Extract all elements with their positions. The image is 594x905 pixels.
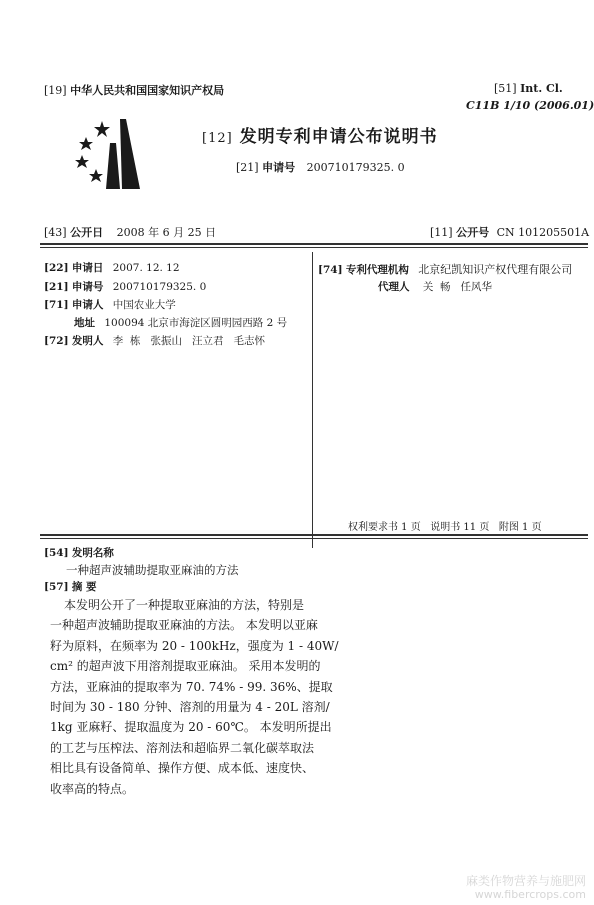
divider-top-thin [40, 247, 588, 248]
abstract-line: 一种超声波辅助提取亚麻油的方法。 本发明以亚麻 [50, 618, 318, 633]
document-type: [12] 发明专利申请公布说明书 [202, 127, 438, 147]
abstract-line: 相比具有设备简单、操作方便、成本低、速度快、 [50, 761, 315, 776]
application-number: [21] 申请号 200710179325. 0 [44, 281, 207, 293]
address: 地址 100094 北京市海淀区圆明园西路 2 号 [74, 317, 288, 329]
watermark-url: www.fibercrops.com [474, 888, 586, 901]
abstract-line: 籽为原料，在频率为 20 - 100kHz，强度为 1 - 40W/ [50, 638, 339, 653]
abstract-heading: [57] 摘 要 [44, 581, 97, 593]
patent-agency: [74] 专利代理机构 北京纪凯知识产权代理有限公司 [318, 263, 573, 276]
ipc-line: [51] Int. Cl. [494, 82, 563, 95]
sipo-logo [70, 115, 152, 193]
star-emblem-icon [70, 115, 152, 193]
inventors: [72] 发明人 李 栋 张振山 汪立君 毛志怀 [44, 335, 265, 347]
page-count: 权利要求书 1 页 说明书 11 页 附图 1 页 [348, 522, 542, 533]
divider-middle [40, 534, 588, 536]
abstract-line: 方法，亚麻油的提取率为 70. 74% - 99. 36%、提取 [50, 679, 333, 694]
abstract-line: 的工艺与压榨法、溶剂法和超临界二氧化碳萃取法 [50, 740, 315, 755]
invention-title: 一种超声波辅助提取亚麻油的方法 [66, 563, 239, 577]
column-divider [312, 252, 313, 548]
ipc-class: C11B 1/10 (2006.01) [466, 99, 594, 112]
divider-middle-thin [40, 538, 588, 539]
abstract-line: 1kg 亚麻籽、提取温度为 20 - 60℃。 本发明所提出 [50, 720, 332, 735]
header-app-no: [21] 申请号 200710179325. 0 [236, 161, 405, 174]
patent-agents: 代理人 关 畅 任风华 [378, 281, 493, 293]
abstract-line: 收率高的特点。 [50, 781, 135, 796]
abstract-text [50, 595, 524, 799]
divider-top [40, 243, 588, 245]
publication-number: [11] 公开号 CN 101205501A [430, 226, 590, 239]
office-line: [19] 中华人民共和国国家知识产权局 [44, 84, 225, 97]
watermark-cn: 麻类作物营养与施肥网 [465, 874, 586, 888]
invention-title-heading: [54] 发明名称 [44, 547, 114, 559]
applicant: [71] 申请人 中国农业大学 [44, 299, 176, 311]
filing-date: [22] 申请日 2007. 12. 12 [44, 262, 180, 274]
publication-date: [43] 公开日 2008 年 6 月 25 日 [44, 226, 217, 239]
abstract-line: cm² 的超声波下用溶剂提取亚麻油。 采用本发明的 [50, 659, 321, 674]
office-name: 中华人民共和国国家知识产权局 [70, 84, 225, 97]
abstract-line: 本发明公开了一种提取亚麻油的方法，特别是 [64, 598, 305, 612]
abstract-line: 时间为 30 - 180 分钟、溶剂的用量为 4 - 20L 溶剂/ [50, 700, 330, 715]
